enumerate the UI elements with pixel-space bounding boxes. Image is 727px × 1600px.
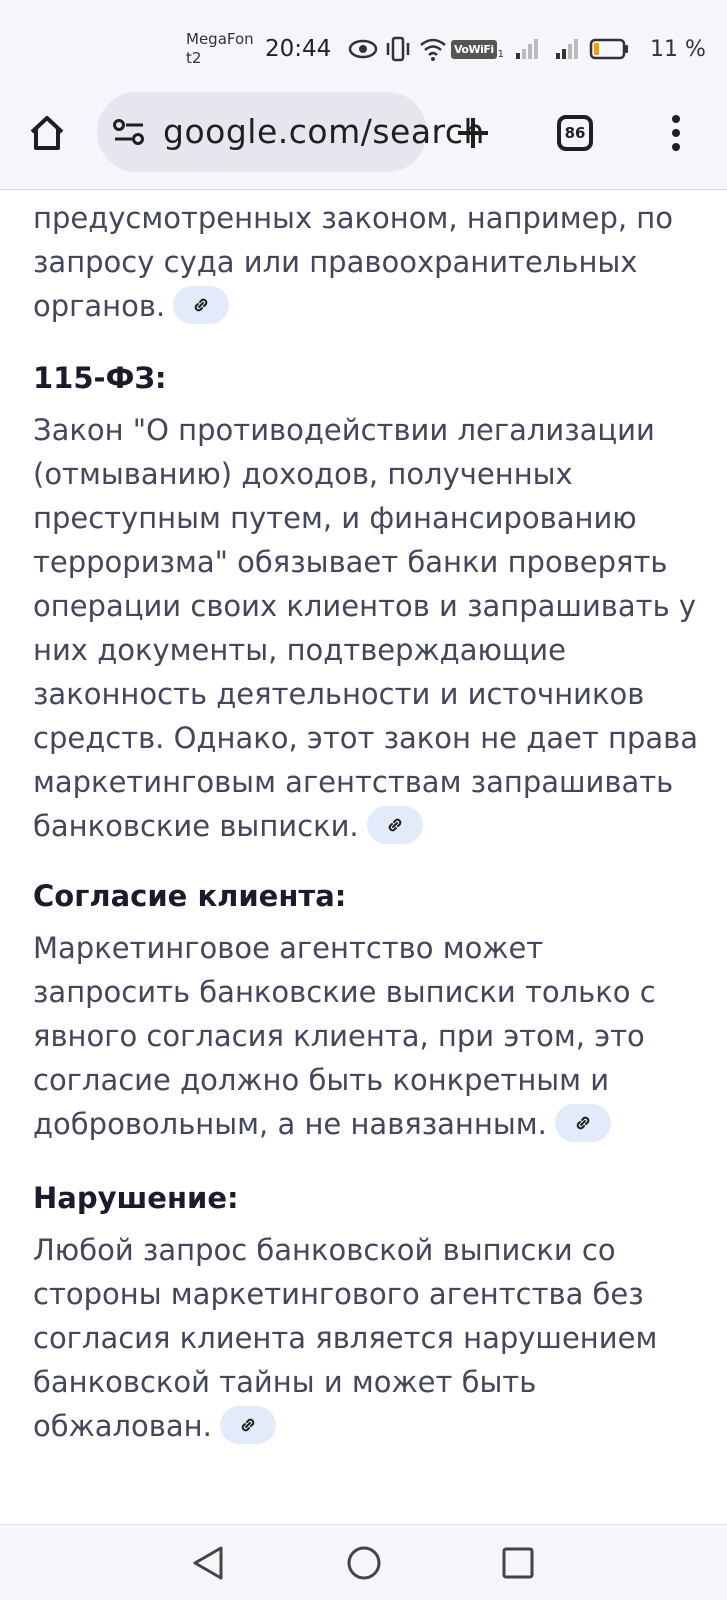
section-paragraph: Любой запрос банковской выписки со стороны маркетингового агентства без согласия клиента является нарушением банковской тайны и может быть обжалован. <box>33 1233 658 1443</box>
vibrate-icon <box>384 36 412 62</box>
back-button[interactable] <box>184 1539 232 1587</box>
more-vert-icon <box>671 114 681 152</box>
wifi-icon <box>418 36 448 62</box>
recents-square-icon <box>501 1546 535 1580</box>
link-icon <box>385 815 405 835</box>
browser-toolbar <box>0 80 727 190</box>
section-paragraph: Закон "О противодействии легализации (отмыванию) доходов, полученных преступным путем, и финансированию терроризма" обязывает банки проверять операции своих клиентов и запрашивать у них документы, подтверждающие законность деятельности и источников средств. Однако, этот закон не дает права маркетинговым агентствам запрашивать банковские выписки. <box>33 413 699 843</box>
address-bar[interactable] <box>97 92 485 172</box>
link-icon <box>238 1415 258 1435</box>
site-settings-icon[interactable] <box>111 114 147 150</box>
signal-icon-sim1 <box>515 36 541 62</box>
battery-icon <box>590 36 630 62</box>
source-link-chip[interactable] <box>173 286 229 324</box>
signal-icon-sim2 <box>555 36 581 62</box>
section-paragraph: Маркетинговое агентство может запросить банковские выписки только с явного согласия клиента, при этом, это согласие должно быть конкретным и добровольным, а не навязанным. <box>33 931 656 1141</box>
overflow-menu-button[interactable] <box>656 108 696 158</box>
link-icon <box>191 295 211 315</box>
source-link-chip[interactable] <box>367 806 423 844</box>
link-icon <box>573 1113 593 1133</box>
source-link-chip[interactable] <box>220 1406 276 1444</box>
section-heading: Нарушение: <box>33 1181 239 1215</box>
clock: 20:44 <box>265 36 332 62</box>
carrier-label: MegaFon t2 <box>186 30 254 67</box>
home-icon <box>27 113 67 153</box>
section-heading: 115-ФЗ: <box>33 361 167 395</box>
home-button[interactable] <box>22 108 72 158</box>
plus-icon <box>455 115 491 151</box>
source-link-chip[interactable] <box>555 1104 611 1142</box>
new-tab-button[interactable] <box>448 108 498 158</box>
intro-paragraph: предусмотренных законом, например, по запросу суда или правоохранительных органов. <box>33 201 674 323</box>
recents-button[interactable] <box>494 1539 542 1587</box>
home-circle-icon <box>346 1545 382 1581</box>
status-bar <box>0 0 727 80</box>
battery-percent: 11 % <box>650 37 706 62</box>
system-nav-bar <box>0 1524 727 1600</box>
tab-count: 86 <box>557 115 593 151</box>
page-content <box>0 191 727 1524</box>
section-heading: Согласие клиента: <box>33 879 347 913</box>
tab-switcher-button[interactable] <box>552 110 598 156</box>
url-text[interactable]: google.com/search <box>163 112 485 151</box>
home-nav-button[interactable] <box>340 1539 388 1587</box>
vowifi-icon: VoWiFi 1 <box>451 36 504 62</box>
eye-icon <box>348 36 378 62</box>
back-triangle-icon <box>191 1545 225 1581</box>
